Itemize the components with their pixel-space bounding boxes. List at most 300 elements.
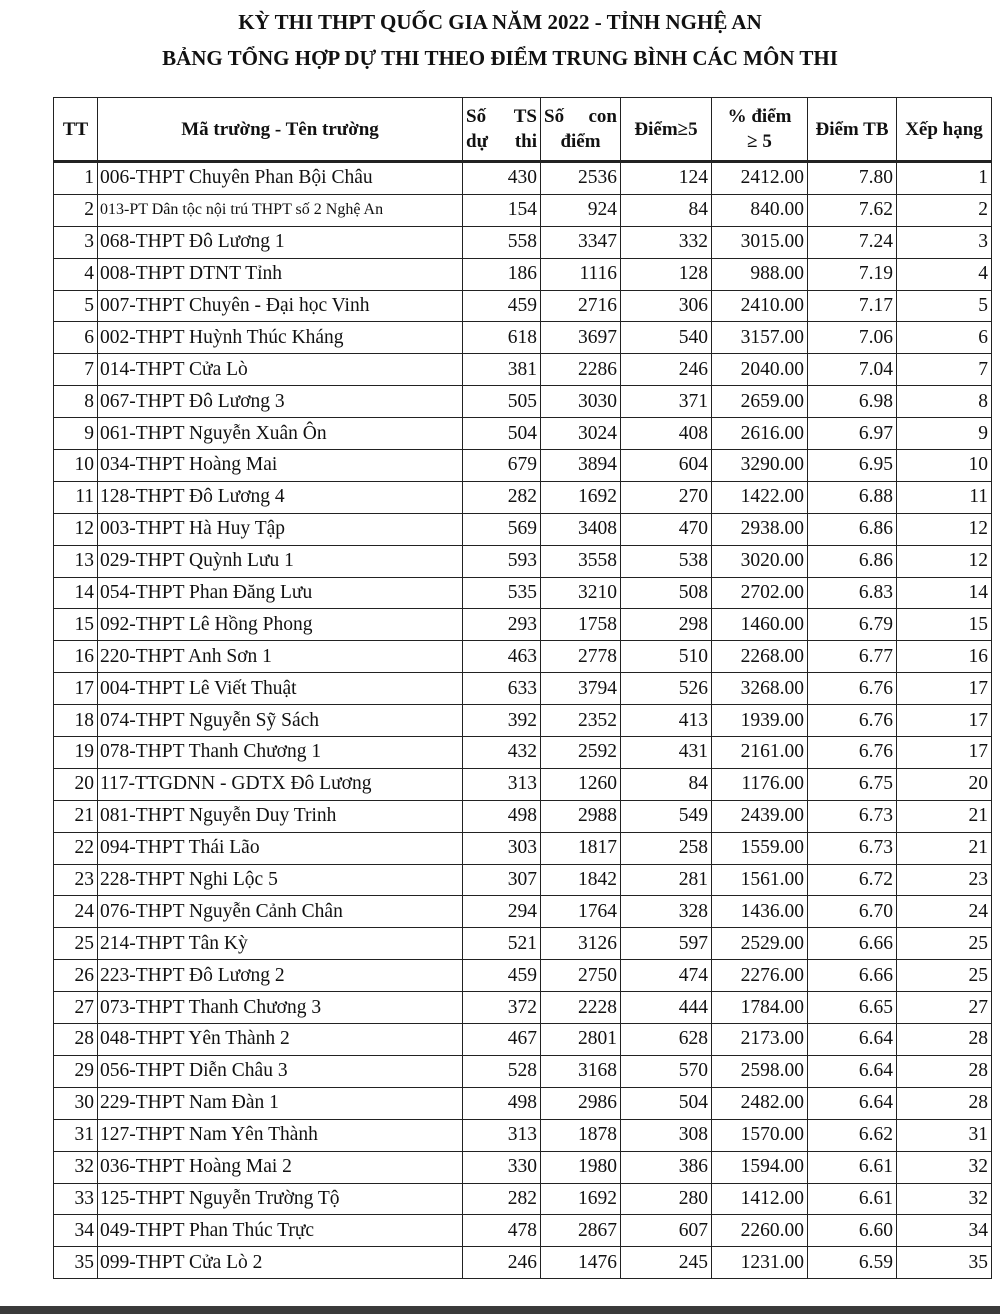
table-row [54, 1119, 992, 1151]
table-row [54, 1055, 992, 1087]
cell-rank: 9 [897, 418, 992, 450]
cell-percent: 2482.00 [712, 1087, 808, 1119]
cell-tt: 26 [54, 960, 98, 992]
cell-score-ge5: 306 [621, 290, 712, 322]
cell-average: 7.04 [808, 354, 897, 386]
cell-scores: 1692 [541, 481, 621, 513]
cell-rank: 32 [897, 1151, 992, 1183]
cell-candidates: 330 [463, 1151, 541, 1183]
cell-percent: 1594.00 [712, 1151, 808, 1183]
cell-percent: 2938.00 [712, 513, 808, 545]
cell-average: 6.66 [808, 960, 897, 992]
table-row [54, 162, 992, 195]
cell-average: 6.75 [808, 768, 897, 800]
cell-score-ge5: 504 [621, 1087, 712, 1119]
cell-scores: 2750 [541, 960, 621, 992]
cell-percent: 1231.00 [712, 1247, 808, 1279]
cell-candidates: 521 [463, 928, 541, 960]
header-rank: Xếp hạng [897, 98, 992, 162]
cell-score-ge5: 538 [621, 545, 712, 577]
cell-tt: 15 [54, 609, 98, 641]
cell-school: 003-THPT Hà Huy Tập [98, 513, 463, 545]
header-scores-line1: Số con [544, 106, 617, 127]
cell-average: 6.70 [808, 896, 897, 928]
cell-rank: 17 [897, 673, 992, 705]
cell-rank: 21 [897, 832, 992, 864]
header-school: Mã trường - Tên trường [98, 98, 463, 162]
cell-percent: 1176.00 [712, 768, 808, 800]
cell-score-ge5: 607 [621, 1215, 712, 1247]
cell-average: 6.66 [808, 928, 897, 960]
cell-rank: 25 [897, 960, 992, 992]
cell-scores: 2536 [541, 162, 621, 195]
cell-candidates: 504 [463, 418, 541, 450]
header-candidates-line2: dự thi [466, 131, 537, 152]
cell-rank: 7 [897, 354, 992, 386]
cell-scores: 2716 [541, 290, 621, 322]
table-row [54, 960, 992, 992]
cell-percent: 1436.00 [712, 896, 808, 928]
cell-average: 6.98 [808, 386, 897, 418]
cell-school: 056-THPT Diễn Châu 3 [98, 1055, 463, 1087]
cell-scores: 3697 [541, 322, 621, 354]
cell-percent: 3290.00 [712, 450, 808, 482]
cell-scores: 1260 [541, 768, 621, 800]
cell-average: 6.79 [808, 609, 897, 641]
cell-rank: 35 [897, 1247, 992, 1279]
cell-score-ge5: 270 [621, 481, 712, 513]
cell-average: 7.17 [808, 290, 897, 322]
cell-rank: 24 [897, 896, 992, 928]
cell-score-ge5: 371 [621, 386, 712, 418]
cell-rank: 21 [897, 800, 992, 832]
table-row [54, 673, 992, 705]
cell-school: 220-THPT Anh Sơn 1 [98, 641, 463, 673]
viewer-bottom-bar [0, 1306, 1000, 1314]
table-row [54, 1183, 992, 1215]
cell-percent: 3020.00 [712, 545, 808, 577]
cell-rank: 6 [897, 322, 992, 354]
cell-rank: 27 [897, 992, 992, 1024]
document-subtitle: BẢNG TỔNG HỢP DỰ THI THEO ĐIỂM TRUNG BÌNH CÁC MÔN THI [162, 46, 838, 70]
cell-average: 6.97 [808, 418, 897, 450]
cell-scores: 3558 [541, 545, 621, 577]
cell-tt: 20 [54, 768, 98, 800]
cell-percent: 988.00 [712, 258, 808, 290]
cell-score-ge5: 128 [621, 258, 712, 290]
cell-rank: 25 [897, 928, 992, 960]
cell-candidates: 307 [463, 864, 541, 896]
cell-scores: 1476 [541, 1247, 621, 1279]
cell-school: 223-THPT Đô Lương 2 [98, 960, 463, 992]
cell-school: 094-THPT Thái Lão [98, 832, 463, 864]
cell-average: 6.61 [808, 1151, 897, 1183]
cell-rank: 15 [897, 609, 992, 641]
cell-candidates: 463 [463, 641, 541, 673]
table-row [54, 928, 992, 960]
table-row [54, 737, 992, 769]
cell-percent: 2173.00 [712, 1024, 808, 1056]
cell-scores: 2592 [541, 737, 621, 769]
cell-percent: 1784.00 [712, 992, 808, 1024]
table-row [54, 1151, 992, 1183]
cell-rank: 10 [897, 450, 992, 482]
cell-tt: 18 [54, 705, 98, 737]
cell-score-ge5: 413 [621, 705, 712, 737]
cell-score-ge5: 308 [621, 1119, 712, 1151]
cell-score-ge5: 328 [621, 896, 712, 928]
cell-score-ge5: 84 [621, 768, 712, 800]
cell-school: 067-THPT Đô Lương 3 [98, 386, 463, 418]
cell-candidates: 498 [463, 800, 541, 832]
cell-candidates: 498 [463, 1087, 541, 1119]
cell-school: 099-THPT Cửa Lò 2 [98, 1247, 463, 1279]
cell-school: 054-THPT Phan Đăng Lưu [98, 577, 463, 609]
table-row [54, 1247, 992, 1279]
cell-school: 229-THPT Nam Đàn 1 [98, 1087, 463, 1119]
cell-candidates: 633 [463, 673, 541, 705]
cell-tt: 7 [54, 354, 98, 386]
cell-tt: 24 [54, 896, 98, 928]
cell-school: 029-THPT Quỳnh Lưu 1 [98, 545, 463, 577]
cell-average: 6.62 [808, 1119, 897, 1151]
cell-tt: 32 [54, 1151, 98, 1183]
cell-scores: 1817 [541, 832, 621, 864]
header-row [54, 98, 992, 162]
cell-scores: 1980 [541, 1151, 621, 1183]
cell-tt: 34 [54, 1215, 98, 1247]
cell-candidates: 186 [463, 258, 541, 290]
cell-scores: 2352 [541, 705, 621, 737]
cell-score-ge5: 444 [621, 992, 712, 1024]
cell-school: 092-THPT Lê Hồng Phong [98, 609, 463, 641]
cell-candidates: 679 [463, 450, 541, 482]
cell-average: 6.86 [808, 513, 897, 545]
cell-scores: 2801 [541, 1024, 621, 1056]
cell-score-ge5: 386 [621, 1151, 712, 1183]
cell-tt: 33 [54, 1183, 98, 1215]
cell-tt: 22 [54, 832, 98, 864]
table-row [54, 418, 992, 450]
table-row [54, 513, 992, 545]
cell-average: 6.64 [808, 1024, 897, 1056]
cell-score-ge5: 540 [621, 322, 712, 354]
cell-percent: 2659.00 [712, 386, 808, 418]
header-candidates [463, 98, 541, 162]
cell-candidates: 381 [463, 354, 541, 386]
cell-candidates: 535 [463, 577, 541, 609]
table-row [54, 1024, 992, 1056]
cell-average: 6.72 [808, 864, 897, 896]
cell-score-ge5: 549 [621, 800, 712, 832]
cell-school: 014-THPT Cửa Lò [98, 354, 463, 386]
cell-average: 7.80 [808, 162, 897, 195]
cell-candidates: 303 [463, 832, 541, 864]
cell-school: 078-THPT Thanh Chương 1 [98, 737, 463, 769]
cell-score-ge5: 570 [621, 1055, 712, 1087]
cell-percent: 2276.00 [712, 960, 808, 992]
cell-rank: 32 [897, 1183, 992, 1215]
cell-score-ge5: 431 [621, 737, 712, 769]
table-row [54, 1087, 992, 1119]
cell-rank: 12 [897, 513, 992, 545]
cell-rank: 2 [897, 194, 992, 226]
cell-school: 008-THPT DTNT Tỉnh [98, 258, 463, 290]
cell-average: 6.73 [808, 832, 897, 864]
cell-tt: 30 [54, 1087, 98, 1119]
table-body [54, 162, 992, 1279]
cell-school: 214-THPT Tân Kỳ [98, 928, 463, 960]
cell-rank: 5 [897, 290, 992, 322]
table-row [54, 992, 992, 1024]
cell-percent: 2598.00 [712, 1055, 808, 1087]
cell-scores: 1764 [541, 896, 621, 928]
cell-candidates: 459 [463, 290, 541, 322]
cell-candidates: 528 [463, 1055, 541, 1087]
cell-average: 6.95 [808, 450, 897, 482]
header-scores [541, 98, 621, 162]
cell-percent: 2410.00 [712, 290, 808, 322]
header-average: Điểm TB [808, 98, 897, 162]
cell-scores: 3210 [541, 577, 621, 609]
cell-score-ge5: 526 [621, 673, 712, 705]
cell-average: 6.76 [808, 737, 897, 769]
cell-average: 6.73 [808, 800, 897, 832]
cell-candidates: 432 [463, 737, 541, 769]
table-row [54, 864, 992, 896]
cell-school: 068-THPT Đô Lương 1 [98, 226, 463, 258]
cell-score-ge5: 84 [621, 194, 712, 226]
header-score-ge5: Điểm≥5 [621, 98, 712, 162]
cell-school: 228-THPT Nghi Lộc 5 [98, 864, 463, 896]
cell-average: 6.88 [808, 481, 897, 513]
cell-scores: 1842 [541, 864, 621, 896]
cell-scores: 3894 [541, 450, 621, 482]
cell-scores: 3347 [541, 226, 621, 258]
table-row [54, 290, 992, 322]
cell-scores: 2228 [541, 992, 621, 1024]
cell-average: 6.60 [808, 1215, 897, 1247]
cell-rank: 28 [897, 1087, 992, 1119]
cell-candidates: 246 [463, 1247, 541, 1279]
table-row [54, 545, 992, 577]
cell-average: 7.19 [808, 258, 897, 290]
cell-rank: 14 [897, 577, 992, 609]
cell-school: 061-THPT Nguyễn Xuân Ôn [98, 418, 463, 450]
cell-scores: 3024 [541, 418, 621, 450]
cell-scores: 2867 [541, 1215, 621, 1247]
cell-rank: 23 [897, 864, 992, 896]
cell-average: 6.83 [808, 577, 897, 609]
cell-tt: 29 [54, 1055, 98, 1087]
cell-rank: 1 [897, 162, 992, 195]
cell-candidates: 282 [463, 1183, 541, 1215]
cell-percent: 1422.00 [712, 481, 808, 513]
cell-candidates: 293 [463, 609, 541, 641]
cell-tt: 10 [54, 450, 98, 482]
cell-score-ge5: 124 [621, 162, 712, 195]
cell-tt: 35 [54, 1247, 98, 1279]
cell-tt: 8 [54, 386, 98, 418]
cell-scores: 3168 [541, 1055, 621, 1087]
cell-school: 074-THPT Nguyễn Sỹ Sách [98, 705, 463, 737]
document-title: KỲ THI THPT QUỐC GIA NĂM 2022 - TỈNH NGHỆ AN [238, 10, 762, 34]
header-percent-line2: ≥ 5 [747, 131, 772, 152]
cell-average: 6.59 [808, 1247, 897, 1279]
cell-average: 7.62 [808, 194, 897, 226]
cell-average: 6.77 [808, 641, 897, 673]
cell-percent: 2439.00 [712, 800, 808, 832]
cell-percent: 1570.00 [712, 1119, 808, 1151]
table-row [54, 386, 992, 418]
cell-school: 013-PT Dân tộc nội trú THPT số 2 Nghệ An [98, 194, 463, 226]
cell-percent: 3157.00 [712, 322, 808, 354]
table-row [54, 768, 992, 800]
cell-tt: 27 [54, 992, 98, 1024]
cell-percent: 1559.00 [712, 832, 808, 864]
cell-scores: 1878 [541, 1119, 621, 1151]
cell-percent: 1939.00 [712, 705, 808, 737]
cell-tt: 12 [54, 513, 98, 545]
cell-candidates: 313 [463, 1119, 541, 1151]
table-row [54, 194, 992, 226]
table-row [54, 322, 992, 354]
cell-school: 036-THPT Hoàng Mai 2 [98, 1151, 463, 1183]
cell-percent: 3268.00 [712, 673, 808, 705]
cell-rank: 28 [897, 1024, 992, 1056]
cell-score-ge5: 474 [621, 960, 712, 992]
cell-percent: 2529.00 [712, 928, 808, 960]
cell-tt: 17 [54, 673, 98, 705]
cell-percent: 2260.00 [712, 1215, 808, 1247]
cell-rank: 34 [897, 1215, 992, 1247]
cell-average: 6.61 [808, 1183, 897, 1215]
table-row [54, 450, 992, 482]
cell-school: 127-THPT Nam Yên Thành [98, 1119, 463, 1151]
header-candidates-line1: Số TS [466, 106, 537, 127]
cell-candidates: 282 [463, 481, 541, 513]
cell-school: 125-THPT Nguyễn Trường Tộ [98, 1183, 463, 1215]
cell-percent: 1460.00 [712, 609, 808, 641]
cell-percent: 2268.00 [712, 641, 808, 673]
table-row [54, 832, 992, 864]
cell-school: 128-THPT Đô Lương 4 [98, 481, 463, 513]
cell-rank: 3 [897, 226, 992, 258]
cell-school: 073-THPT Thanh Chương 3 [98, 992, 463, 1024]
cell-candidates: 154 [463, 194, 541, 226]
cell-percent: 1412.00 [712, 1183, 808, 1215]
cell-scores: 3408 [541, 513, 621, 545]
cell-rank: 8 [897, 386, 992, 418]
cell-score-ge5: 281 [621, 864, 712, 896]
cell-candidates: 593 [463, 545, 541, 577]
cell-candidates: 618 [463, 322, 541, 354]
cell-tt: 28 [54, 1024, 98, 1056]
cell-candidates: 558 [463, 226, 541, 258]
cell-candidates: 569 [463, 513, 541, 545]
header-percent [712, 98, 808, 162]
table-row [54, 609, 992, 641]
cell-percent: 840.00 [712, 194, 808, 226]
cell-average: 7.24 [808, 226, 897, 258]
cell-school: 049-THPT Phan Thúc Trực [98, 1215, 463, 1247]
cell-percent: 2412.00 [712, 162, 808, 195]
cell-tt: 23 [54, 864, 98, 896]
cell-percent: 2702.00 [712, 577, 808, 609]
cell-candidates: 392 [463, 705, 541, 737]
cell-tt: 6 [54, 322, 98, 354]
cell-average: 6.65 [808, 992, 897, 1024]
cell-tt: 11 [54, 481, 98, 513]
cell-tt: 13 [54, 545, 98, 577]
table-row [54, 481, 992, 513]
cell-candidates: 313 [463, 768, 541, 800]
cell-percent: 2616.00 [712, 418, 808, 450]
cell-score-ge5: 245 [621, 1247, 712, 1279]
cell-rank: 31 [897, 1119, 992, 1151]
cell-tt: 5 [54, 290, 98, 322]
cell-candidates: 478 [463, 1215, 541, 1247]
cell-rank: 20 [897, 768, 992, 800]
cell-tt: 2 [54, 194, 98, 226]
cell-percent: 1561.00 [712, 864, 808, 896]
cell-tt: 19 [54, 737, 98, 769]
table-row [54, 577, 992, 609]
cell-tt: 3 [54, 226, 98, 258]
cell-score-ge5: 628 [621, 1024, 712, 1056]
cell-average: 6.76 [808, 705, 897, 737]
cell-scores: 2778 [541, 641, 621, 673]
table-row [54, 1215, 992, 1247]
cell-scores: 2986 [541, 1087, 621, 1119]
cell-school: 117-TTGDNN - GDTX Đô Lương [98, 768, 463, 800]
table-row [54, 896, 992, 928]
cell-average: 6.64 [808, 1087, 897, 1119]
cell-average: 6.64 [808, 1055, 897, 1087]
cell-rank: 17 [897, 705, 992, 737]
table-row [54, 258, 992, 290]
cell-school: 006-THPT Chuyên Phan Bội Châu [98, 162, 463, 195]
cell-score-ge5: 298 [621, 609, 712, 641]
cell-percent: 3015.00 [712, 226, 808, 258]
cell-score-ge5: 258 [621, 832, 712, 864]
table-row [54, 705, 992, 737]
cell-candidates: 459 [463, 960, 541, 992]
table-row [54, 226, 992, 258]
header-percent-line1: % điểm [727, 106, 792, 127]
cell-school: 081-THPT Nguyễn Duy Trinh [98, 800, 463, 832]
cell-tt: 9 [54, 418, 98, 450]
cell-score-ge5: 604 [621, 450, 712, 482]
table-row [54, 354, 992, 386]
cell-school: 048-THPT Yên Thành 2 [98, 1024, 463, 1056]
cell-candidates: 372 [463, 992, 541, 1024]
cell-candidates: 430 [463, 162, 541, 195]
cell-school: 034-THPT Hoàng Mai [98, 450, 463, 482]
cell-scores: 2286 [541, 354, 621, 386]
cell-school: 004-THPT Lê Viết Thuật [98, 673, 463, 705]
cell-rank: 16 [897, 641, 992, 673]
cell-score-ge5: 332 [621, 226, 712, 258]
cell-scores: 1758 [541, 609, 621, 641]
cell-school: 002-THPT Huỳnh Thúc Kháng [98, 322, 463, 354]
cell-tt: 1 [54, 162, 98, 195]
cell-tt: 25 [54, 928, 98, 960]
results-table [53, 97, 992, 1279]
cell-scores: 3126 [541, 928, 621, 960]
header-tt: TT [54, 98, 98, 162]
cell-score-ge5: 510 [621, 641, 712, 673]
